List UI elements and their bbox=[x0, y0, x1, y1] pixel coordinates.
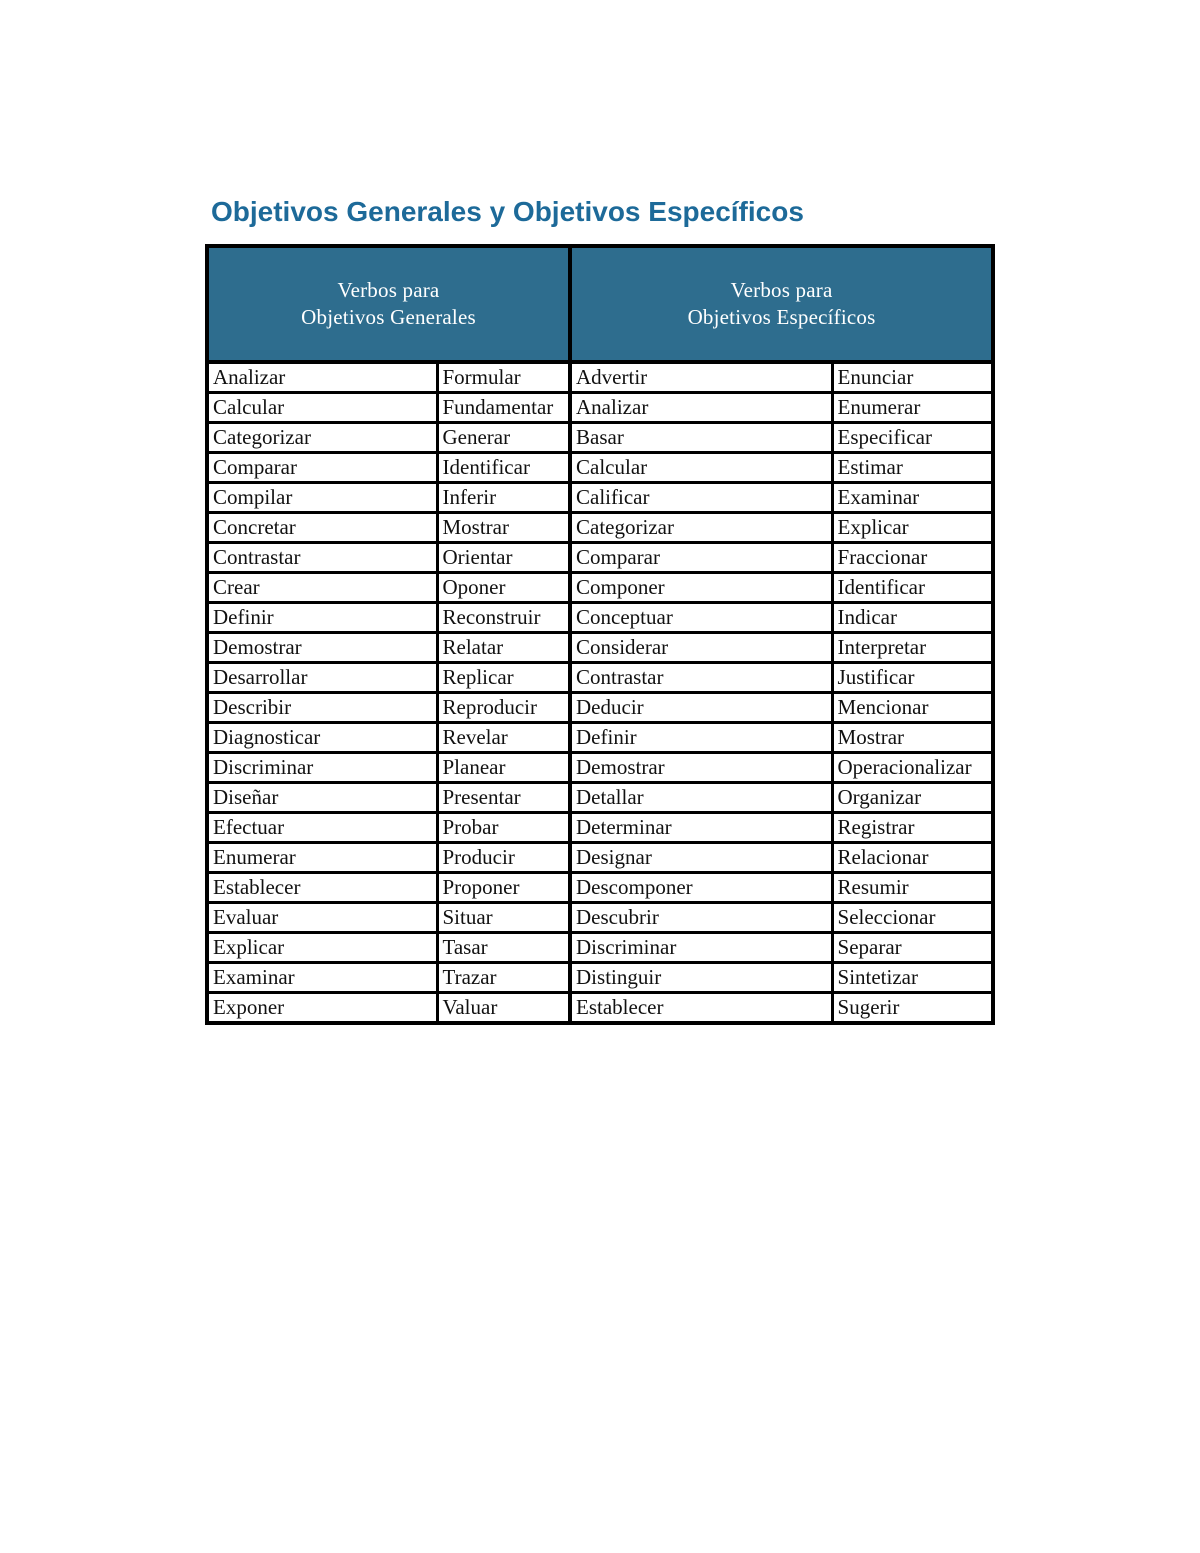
generales-col2-cell: Identificar bbox=[437, 453, 570, 483]
generales-col2-cell: Replicar bbox=[437, 663, 570, 693]
generales-col2-cell: Reproducir bbox=[437, 693, 570, 723]
especificos-col2-cell: Mencionar bbox=[832, 693, 993, 723]
generales-col1-cell: Calcular bbox=[207, 393, 437, 423]
generales-col2-cell: Orientar bbox=[437, 543, 570, 573]
table-row bbox=[207, 873, 993, 903]
header-objetivos-generales bbox=[207, 246, 570, 362]
generales-col1-cell: Diagnosticar bbox=[207, 723, 437, 753]
especificos-col1-cell: Descomponer bbox=[570, 873, 832, 903]
especificos-col1-cell: Designar bbox=[570, 843, 832, 873]
generales-col2-cell: Planear bbox=[437, 753, 570, 783]
especificos-col2-cell: Examinar bbox=[832, 483, 993, 513]
especificos-col2-cell: Relacionar bbox=[832, 843, 993, 873]
especificos-col1-cell: Deducir bbox=[570, 693, 832, 723]
generales-col2-cell: Presentar bbox=[437, 783, 570, 813]
generales-col2-cell: Formular bbox=[437, 362, 570, 393]
generales-col1-cell: Efectuar bbox=[207, 813, 437, 843]
table-row bbox=[207, 723, 993, 753]
table-row bbox=[207, 663, 993, 693]
table-row bbox=[207, 693, 993, 723]
generales-col2-cell: Trazar bbox=[437, 963, 570, 993]
generales-col2-cell: Probar bbox=[437, 813, 570, 843]
table-row bbox=[207, 362, 993, 393]
generales-col2-cell: Inferir bbox=[437, 483, 570, 513]
especificos-col1-cell: Detallar bbox=[570, 783, 832, 813]
especificos-col2-cell: Explicar bbox=[832, 513, 993, 543]
especificos-col1-cell: Categorizar bbox=[570, 513, 832, 543]
especificos-col1-cell: Contrastar bbox=[570, 663, 832, 693]
especificos-col2-cell: Justificar bbox=[832, 663, 993, 693]
generales-col1-cell: Enumerar bbox=[207, 843, 437, 873]
table-row bbox=[207, 543, 993, 573]
table-row bbox=[207, 813, 993, 843]
table-row bbox=[207, 573, 993, 603]
especificos-col2-cell: Identificar bbox=[832, 573, 993, 603]
especificos-col2-cell: Operacionalizar bbox=[832, 753, 993, 783]
verbs-table-body bbox=[207, 362, 993, 1023]
generales-col1-cell: Categorizar bbox=[207, 423, 437, 453]
especificos-col1-cell: Discriminar bbox=[570, 933, 832, 963]
especificos-col1-cell: Establecer bbox=[570, 993, 832, 1024]
especificos-col2-cell: Enumerar bbox=[832, 393, 993, 423]
especificos-col2-cell: Fraccionar bbox=[832, 543, 993, 573]
table-row bbox=[207, 933, 993, 963]
generales-col1-cell: Definir bbox=[207, 603, 437, 633]
generales-col2-cell: Reconstruir bbox=[437, 603, 570, 633]
generales-col2-cell: Proponer bbox=[437, 873, 570, 903]
especificos-col1-cell: Calcular bbox=[570, 453, 832, 483]
generales-col2-cell: Tasar bbox=[437, 933, 570, 963]
especificos-col2-cell: Indicar bbox=[832, 603, 993, 633]
generales-col1-cell: Analizar bbox=[207, 362, 437, 393]
generales-col2-cell: Producir bbox=[437, 843, 570, 873]
generales-col2-cell: Relatar bbox=[437, 633, 570, 663]
especificos-col2-cell: Estimar bbox=[832, 453, 993, 483]
especificos-col2-cell: Sugerir bbox=[832, 993, 993, 1024]
generales-col1-cell: Comparar bbox=[207, 453, 437, 483]
table-row bbox=[207, 633, 993, 663]
especificos-col1-cell: Basar bbox=[570, 423, 832, 453]
generales-col2-cell: Valuar bbox=[437, 993, 570, 1024]
table-row bbox=[207, 903, 993, 933]
generales-col1-cell: Evaluar bbox=[207, 903, 437, 933]
table-row bbox=[207, 603, 993, 633]
generales-col1-cell: Diseñar bbox=[207, 783, 437, 813]
generales-col1-cell: Demostrar bbox=[207, 633, 437, 663]
especificos-col2-cell: Enunciar bbox=[832, 362, 993, 393]
generales-col1-cell: Exponer bbox=[207, 993, 437, 1024]
page-title: Objetivos Generales y Objetivos Específicos bbox=[211, 196, 804, 227]
header-objetivos-especificos bbox=[570, 246, 993, 362]
table-row bbox=[207, 993, 993, 1024]
especificos-col2-cell: Especificar bbox=[832, 423, 993, 453]
generales-col2-cell: Fundamentar bbox=[437, 393, 570, 423]
table-row bbox=[207, 393, 993, 423]
especificos-col1-cell: Definir bbox=[570, 723, 832, 753]
table-row bbox=[207, 783, 993, 813]
especificos-col1-cell: Analizar bbox=[570, 393, 832, 423]
especificos-col2-cell: Seleccionar bbox=[832, 903, 993, 933]
generales-col1-cell: Concretar bbox=[207, 513, 437, 543]
especificos-col2-cell: Registrar bbox=[832, 813, 993, 843]
especificos-col2-cell: Separar bbox=[832, 933, 993, 963]
header-generales-line2: Objetivos Generales bbox=[301, 305, 476, 329]
table-row bbox=[207, 513, 993, 543]
generales-col1-cell: Compilar bbox=[207, 483, 437, 513]
generales-col1-cell: Examinar bbox=[207, 963, 437, 993]
especificos-col1-cell: Considerar bbox=[570, 633, 832, 663]
generales-col2-cell: Mostrar bbox=[437, 513, 570, 543]
especificos-col1-cell: Demostrar bbox=[570, 753, 832, 783]
especificos-col2-cell: Resumir bbox=[832, 873, 993, 903]
generales-col2-cell: Oponer bbox=[437, 573, 570, 603]
table-row bbox=[207, 753, 993, 783]
generales-col2-cell: Situar bbox=[437, 903, 570, 933]
especificos-col1-cell: Componer bbox=[570, 573, 832, 603]
especificos-col2-cell: Organizar bbox=[832, 783, 993, 813]
generales-col2-cell: Revelar bbox=[437, 723, 570, 753]
especificos-col2-cell: Interpretar bbox=[832, 633, 993, 663]
especificos-col1-cell: Distinguir bbox=[570, 963, 832, 993]
especificos-col1-cell: Determinar bbox=[570, 813, 832, 843]
generales-col1-cell: Establecer bbox=[207, 873, 437, 903]
generales-col1-cell: Crear bbox=[207, 573, 437, 603]
generales-col2-cell: Generar bbox=[437, 423, 570, 453]
table-row bbox=[207, 843, 993, 873]
especificos-col1-cell: Advertir bbox=[570, 362, 832, 393]
header-generales-line1: Verbos para bbox=[337, 278, 440, 302]
header-especificos-line2: Objetivos Específicos bbox=[687, 305, 876, 329]
especificos-col2-cell: Mostrar bbox=[832, 723, 993, 753]
header-especificos-line1: Verbos para bbox=[730, 278, 833, 302]
generales-col1-cell: Contrastar bbox=[207, 543, 437, 573]
especificos-col1-cell: Comparar bbox=[570, 543, 832, 573]
table-header-row bbox=[207, 246, 993, 362]
generales-col1-cell: Discriminar bbox=[207, 753, 437, 783]
generales-col1-cell: Describir bbox=[207, 693, 437, 723]
table-row bbox=[207, 483, 993, 513]
generales-col1-cell: Explicar bbox=[207, 933, 437, 963]
verbs-table bbox=[205, 244, 995, 1025]
especificos-col1-cell: Conceptuar bbox=[570, 603, 832, 633]
table-row bbox=[207, 963, 993, 993]
especificos-col1-cell: Descubrir bbox=[570, 903, 832, 933]
especificos-col2-cell: Sintetizar bbox=[832, 963, 993, 993]
table-row bbox=[207, 423, 993, 453]
generales-col1-cell: Desarrollar bbox=[207, 663, 437, 693]
table-row bbox=[207, 453, 993, 483]
especificos-col1-cell: Calificar bbox=[570, 483, 832, 513]
